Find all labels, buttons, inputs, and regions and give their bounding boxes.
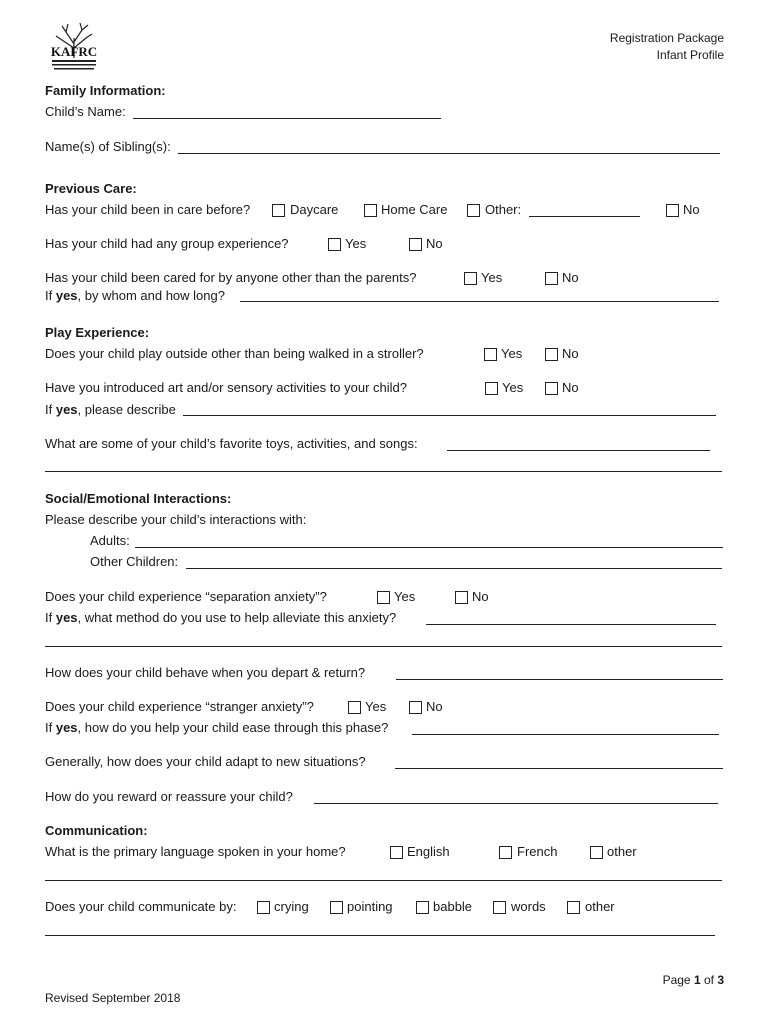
siblings-label: Name(s) of Sibling(s): xyxy=(45,139,171,154)
interactions-intro: Please describe your child’s interactions with: xyxy=(45,512,307,527)
separation-no-label: No xyxy=(472,589,489,604)
other-communication-checkbox[interactable] xyxy=(567,901,580,914)
group-no-label: No xyxy=(426,236,443,251)
reward-field[interactable] xyxy=(314,803,718,804)
header-subtitle: Infant Profile xyxy=(656,48,724,62)
french-checkbox[interactable] xyxy=(499,846,512,859)
separation-method-field[interactable] xyxy=(426,624,716,625)
siblings-field[interactable] xyxy=(178,153,720,154)
care-before-question: Has your child been in care before? xyxy=(45,202,251,217)
other-caregiver-followup: If yes, by whom and how long? xyxy=(45,288,225,303)
other-caregiver-yes-label: Yes xyxy=(481,270,503,285)
art-no-checkbox[interactable] xyxy=(545,382,558,395)
babble-label: babble xyxy=(433,899,473,914)
babble-checkbox[interactable] xyxy=(416,901,429,914)
stranger-no-checkbox[interactable] xyxy=(409,701,422,714)
art-describe-field[interactable] xyxy=(183,415,716,416)
art-no-label: No xyxy=(562,380,579,395)
reward-question: How do you reward or reassure your child? xyxy=(45,789,293,804)
play-outside-question: Does your child play outside other than being walked in a stroller? xyxy=(45,346,424,361)
language-question: What is the primary language spoken in your home? xyxy=(45,844,346,859)
other-caregiver-yes-checkbox[interactable] xyxy=(464,272,477,285)
communicate-other-field[interactable] xyxy=(45,935,715,936)
depart-return-field[interactable] xyxy=(396,679,723,680)
pointing-checkbox[interactable] xyxy=(330,901,343,914)
logo-text: KAFRC xyxy=(50,44,98,59)
other-caregiver-field[interactable] xyxy=(240,301,719,302)
english-checkbox[interactable] xyxy=(390,846,403,859)
header-title: Registration Package xyxy=(609,31,724,45)
no-care-checkbox[interactable] xyxy=(666,204,679,217)
stranger-no-label: No xyxy=(426,699,443,714)
revised-date: Revised September 2018 xyxy=(45,991,181,1005)
other-communication-label: other xyxy=(585,899,615,914)
french-label: French xyxy=(517,844,558,859)
favorites-field-line2[interactable] xyxy=(45,471,722,472)
play-outside-no-label: No xyxy=(562,346,579,361)
play-heading: Play Experience: xyxy=(45,325,150,340)
separation-yes-label: Yes xyxy=(394,589,416,604)
communicate-question: Does your child communicate by: xyxy=(45,899,237,914)
play-outside-no-checkbox[interactable] xyxy=(545,348,558,361)
child-name-label: Child’s Name: xyxy=(45,104,126,119)
stranger-followup: If yes, how do you help your child ease through this phase? xyxy=(45,720,389,735)
daycare-label: Daycare xyxy=(290,202,339,217)
adapt-question: Generally, how does your child adapt to new situations? xyxy=(45,754,366,769)
separation-no-checkbox[interactable] xyxy=(455,591,468,604)
other-caregiver-no-label: No xyxy=(562,270,579,285)
group-yes-label: Yes xyxy=(345,236,367,251)
other-care-label: Other: xyxy=(485,202,522,217)
art-yes-checkbox[interactable] xyxy=(485,382,498,395)
child-name-field[interactable] xyxy=(133,118,441,119)
separation-method-field-line2[interactable] xyxy=(45,646,722,647)
other-language-label: other xyxy=(607,844,637,859)
stranger-yes-checkbox[interactable] xyxy=(348,701,361,714)
art-question: Have you introduced art and/or sensory activities to your child? xyxy=(45,380,408,395)
stranger-help-field[interactable] xyxy=(412,734,719,735)
group-yes-checkbox[interactable] xyxy=(328,238,341,251)
separation-followup: If yes, what method do you use to help alleviate this anxiety? xyxy=(45,610,397,625)
words-label: words xyxy=(511,899,546,914)
organization-logo xyxy=(48,18,100,74)
pointing-label: pointing xyxy=(347,899,393,914)
play-outside-yes-label: Yes xyxy=(501,346,523,361)
stranger-anxiety-question: Does your child experience “stranger anxiety”? xyxy=(45,699,314,714)
other-care-field[interactable] xyxy=(529,216,640,217)
crying-label: crying xyxy=(274,899,309,914)
no-care-label: No xyxy=(683,202,700,217)
home-care-label: Home Care xyxy=(381,202,448,217)
art-yes-label: Yes xyxy=(502,380,524,395)
play-outside-yes-checkbox[interactable] xyxy=(484,348,497,361)
family-heading: Family Information: xyxy=(45,83,166,98)
adapt-field[interactable] xyxy=(395,768,723,769)
stranger-yes-label: Yes xyxy=(365,699,387,714)
depart-return-question: How does your child behave when you depart & return? xyxy=(45,665,366,680)
other-children-label: Other Children: xyxy=(90,554,179,569)
previous-care-heading: Previous Care: xyxy=(45,181,137,196)
communication-heading: Communication: xyxy=(45,823,148,838)
group-experience-question: Has your child had any group experience? xyxy=(45,236,289,251)
group-no-checkbox[interactable] xyxy=(409,238,422,251)
home-care-checkbox[interactable] xyxy=(364,204,377,217)
favorites-field[interactable] xyxy=(447,450,710,451)
language-other-field[interactable] xyxy=(45,880,722,881)
other-language-checkbox[interactable] xyxy=(590,846,603,859)
adults-label: Adults: xyxy=(90,533,130,548)
favorites-question: What are some of your child’s favorite toys, activities, and songs: xyxy=(45,436,418,451)
social-heading: Social/Emotional Interactions: xyxy=(45,491,232,506)
other-caregiver-no-checkbox[interactable] xyxy=(545,272,558,285)
separation-anxiety-question: Does your child experience “separation anxiety”? xyxy=(45,589,327,604)
daycare-checkbox[interactable] xyxy=(272,204,285,217)
words-checkbox[interactable] xyxy=(493,901,506,914)
adults-field[interactable] xyxy=(135,547,723,548)
english-label: English xyxy=(407,844,450,859)
other-children-field[interactable] xyxy=(186,568,722,569)
crying-checkbox[interactable] xyxy=(257,901,270,914)
art-followup: If yes, please describe xyxy=(45,402,176,417)
other-care-checkbox[interactable] xyxy=(467,204,480,217)
separation-yes-checkbox[interactable] xyxy=(377,591,390,604)
other-caregiver-question: Has your child been cared for by anyone other than the parents? xyxy=(45,270,417,285)
page-number: Page 1 of 3 xyxy=(662,973,724,987)
